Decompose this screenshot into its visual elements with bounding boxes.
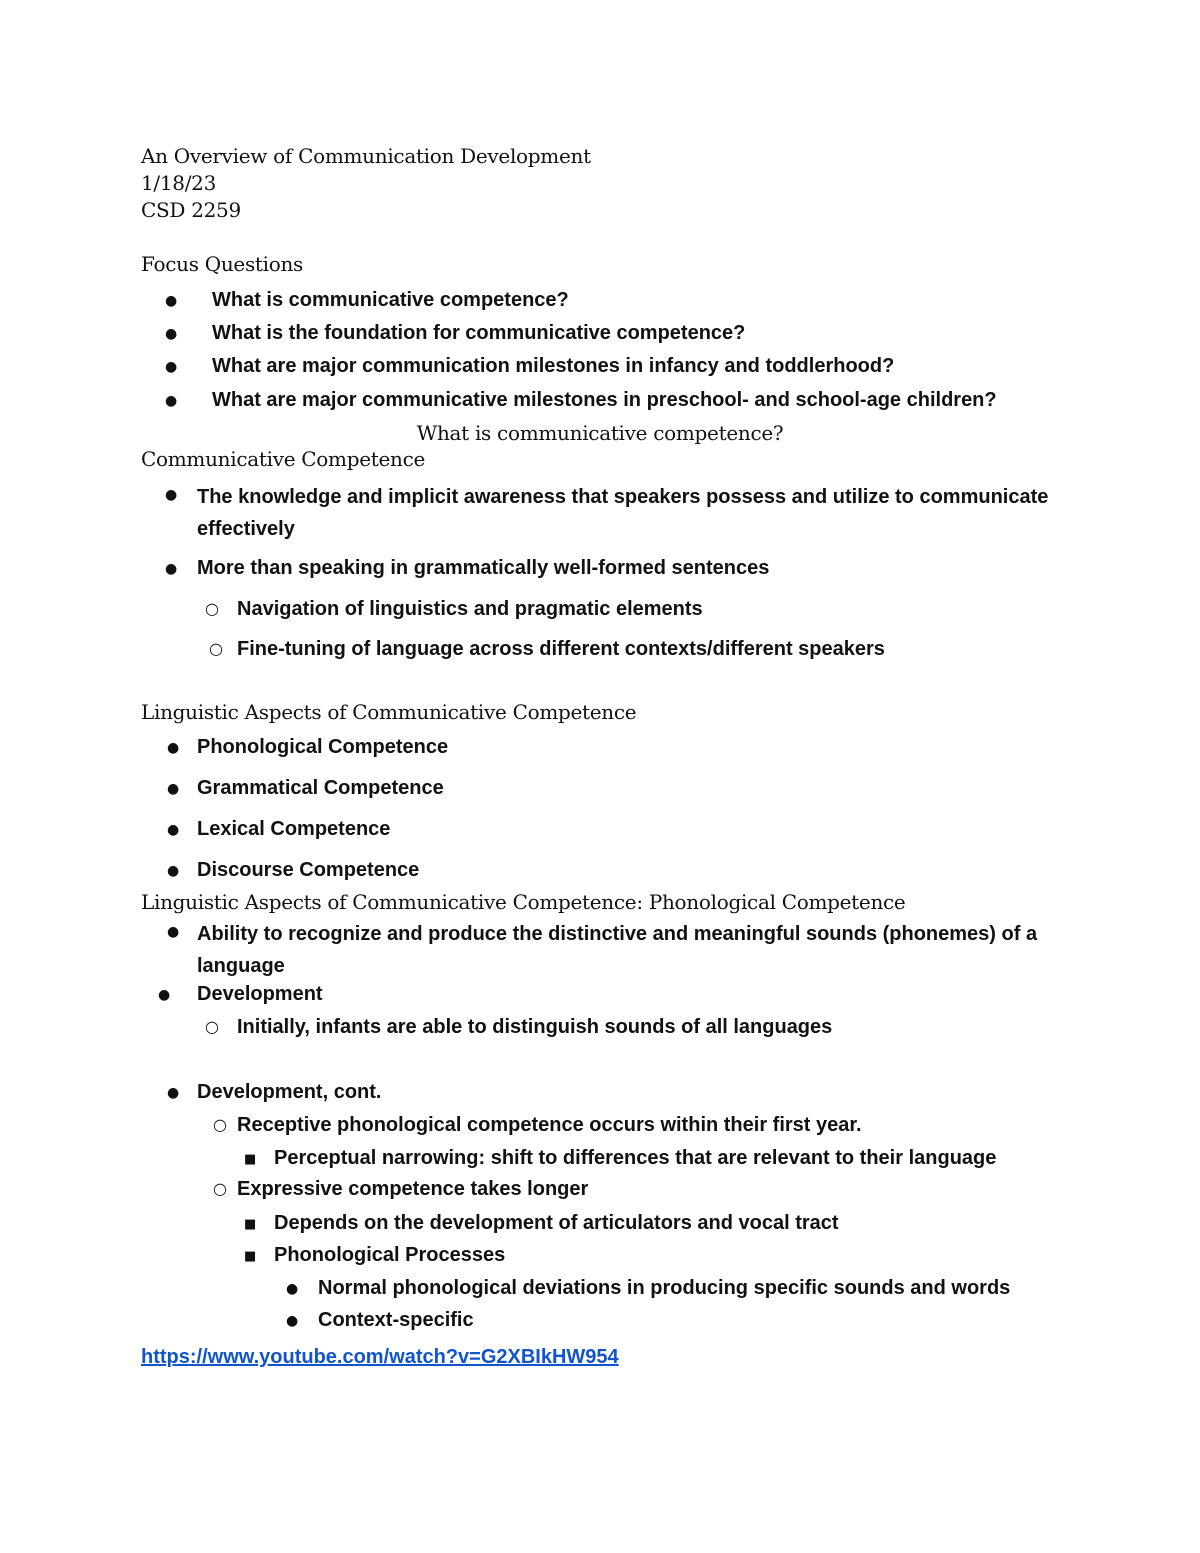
- document-date: 1/18/23: [141, 171, 216, 195]
- bullet-circle-icon: [209, 636, 223, 662]
- competence-subitem: Navigation of linguistics and pragmatic elements: [237, 598, 703, 620]
- bullet-square-icon: [244, 1145, 256, 1173]
- bullet-circle-icon: [205, 1014, 219, 1040]
- linguistic-aspects-heading: Linguistic Aspects of Communicative Competence: [141, 700, 637, 724]
- bullet-disc-icon: [165, 481, 177, 508]
- bullet-disc-icon: [167, 775, 179, 802]
- bullet-disc-icon: [167, 816, 179, 843]
- youtube-link[interactable]: https://www.youtube.com/watch?v=G2XBIkHW954: [141, 1346, 619, 1368]
- course-code: CSD 2259: [141, 198, 241, 222]
- phonological-definition: Ability to recognize and produce the distinctive and meaningful sounds (phonemes) of a language: [197, 923, 1038, 977]
- bullet-disc-icon: [158, 981, 170, 1008]
- bullet-circle-icon: [205, 596, 219, 622]
- linguistic-item: Phonological Competence: [197, 736, 449, 758]
- bullet-disc-icon: [165, 555, 177, 582]
- bullet-disc-icon: [165, 387, 177, 414]
- bullet-disc-icon: [286, 1307, 298, 1334]
- focus-item: What are major communicative milestones in preschool- and school-age children?: [212, 389, 997, 411]
- bullet-square-icon: [244, 1210, 256, 1238]
- bullet-disc-icon: [167, 918, 179, 945]
- bullet-disc-icon: [167, 857, 179, 884]
- section-heading-centered: What is communicative competence?: [416, 421, 784, 445]
- focus-questions-heading: Focus Questions: [141, 252, 304, 276]
- linguistic-item: Lexical Competence: [197, 818, 391, 840]
- competence-definition: The knowledge and implicit awareness that speakers possess and utilize to communicate effectively: [197, 486, 1049, 540]
- bullet-circle-icon: [213, 1112, 227, 1138]
- phonological-subsubitem: Phonological Processes: [274, 1244, 506, 1266]
- bullet-disc-icon: [167, 734, 179, 761]
- bullet-disc-icon: [167, 1079, 179, 1106]
- focus-item: What are major communication milestones in infancy and toddlerhood?: [212, 355, 895, 377]
- phonological-subsubitem: Perceptual narrowing: shift to differences that are relevant to their language: [274, 1147, 997, 1169]
- document-title: An Overview of Communication Development: [141, 144, 591, 168]
- bullet-disc-icon: [286, 1275, 298, 1302]
- phonological-subitem: Initially, infants are able to distinguish sounds of all languages: [237, 1016, 833, 1038]
- linguistic-item: Grammatical Competence: [197, 777, 444, 799]
- phonological-subitem: Receptive phonological competence occurs within their first year.: [237, 1114, 862, 1136]
- phonological-deep-item: Normal phonological deviations in producing specific sounds and words: [318, 1277, 1011, 1299]
- bullet-disc-icon: [165, 287, 177, 314]
- phonological-subitem: Expressive competence takes longer: [237, 1178, 589, 1200]
- bullet-circle-icon: [213, 1176, 227, 1202]
- phonological-item: Development: [197, 983, 323, 1005]
- phonological-subsubitem: Depends on the development of articulators and vocal tract: [274, 1212, 839, 1234]
- bullet-disc-icon: [165, 353, 177, 380]
- phonological-deep-item: Context-specific: [318, 1309, 474, 1331]
- competence-subitem: Fine-tuning of language across different contexts/different speakers: [237, 638, 885, 660]
- focus-item: What is the foundation for communicative competence?: [212, 322, 746, 344]
- focus-item: What is communicative competence?: [212, 289, 569, 311]
- bullet-disc-icon: [165, 320, 177, 347]
- bullet-square-icon: [244, 1242, 256, 1270]
- communicative-competence-heading: Communicative Competence: [141, 447, 426, 471]
- competence-item: More than speaking in grammatically well-formed sentences: [197, 557, 770, 579]
- phonological-item: Development, cont.: [197, 1081, 382, 1103]
- linguistic-item: Discourse Competence: [197, 859, 420, 881]
- phonological-heading: Linguistic Aspects of Communicative Competence: Phonological Competence: [141, 890, 906, 914]
